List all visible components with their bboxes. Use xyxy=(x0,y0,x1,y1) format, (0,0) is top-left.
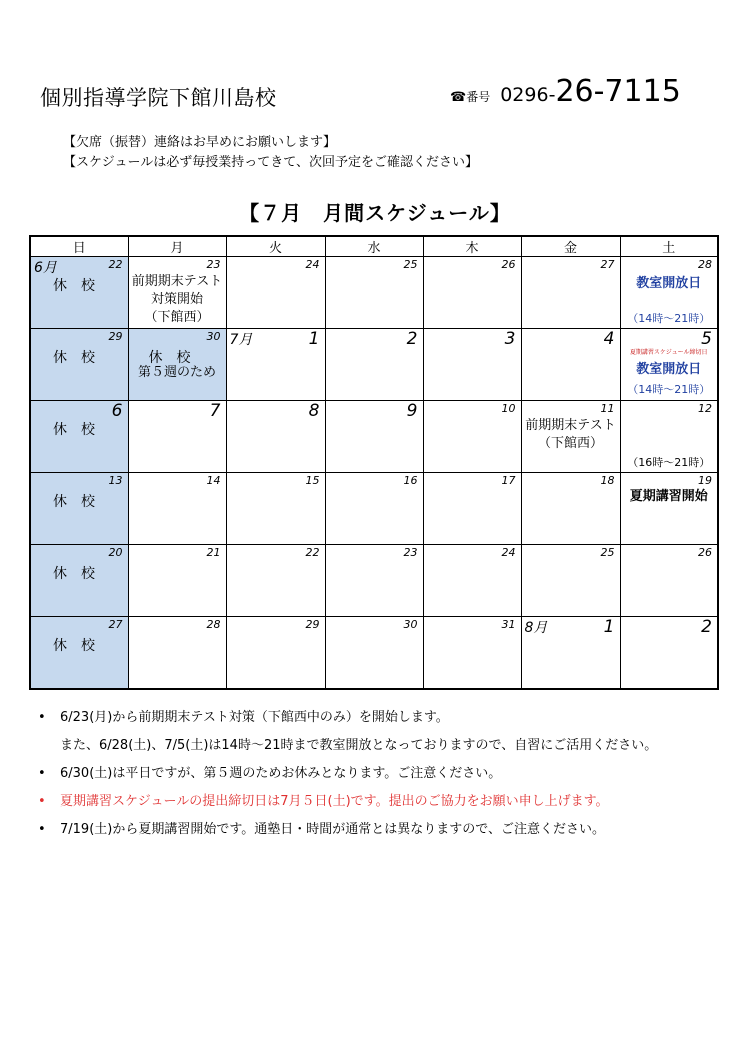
day-number: 21 xyxy=(206,546,221,559)
notice-list xyxy=(38,704,657,844)
day-number: 8 xyxy=(308,401,320,421)
day-cell xyxy=(128,257,226,329)
day-cell xyxy=(30,617,128,690)
notice-item: • 7/19(土)から夏期講習開始です。通塾日・時間が通常とは異なりますので、ご注意ください。 xyxy=(38,816,657,844)
day-cell xyxy=(128,545,226,617)
day-number: 28 xyxy=(206,618,221,631)
day-cell xyxy=(325,401,423,473)
notice-item-deadline: • 夏期講習スケジュールの提出締切日は7月５日(土)です。提出のご協力をお願い申し上げます。 xyxy=(38,788,657,816)
month-marker: 7月 xyxy=(229,332,253,348)
weekday-thu: 木 xyxy=(423,236,521,257)
day-cell xyxy=(226,401,325,473)
day-cell xyxy=(226,617,325,690)
day-cell xyxy=(423,257,521,329)
day-cell xyxy=(226,329,325,401)
day-number: 22 xyxy=(108,258,123,271)
day-cell xyxy=(521,401,620,473)
day-cell xyxy=(325,545,423,617)
day-cell xyxy=(128,401,226,473)
event-open-classroom: 教室開放日 xyxy=(636,362,702,377)
day-number: 26 xyxy=(698,546,712,559)
day-cell xyxy=(30,257,128,329)
weekday-fri: 金 xyxy=(521,236,620,257)
day-number: 4 xyxy=(603,329,615,349)
closed-label: 休校 xyxy=(53,422,109,438)
day-cell xyxy=(620,617,718,690)
week-row xyxy=(30,401,718,473)
phone-number xyxy=(450,74,681,109)
day-number: 23 xyxy=(403,546,418,559)
day-number: 27 xyxy=(600,258,615,271)
day-number: 20 xyxy=(108,546,123,559)
closed-reason: 第５週のため xyxy=(137,365,216,380)
day-number: 13 xyxy=(108,474,123,487)
day-cell xyxy=(620,329,718,401)
day-number: 28 xyxy=(698,258,712,271)
day-cell xyxy=(325,257,423,329)
weekday-mon: 月 xyxy=(128,236,226,257)
day-number: 2 xyxy=(406,329,418,349)
month-marker: 6月 xyxy=(34,260,57,276)
day-number: 31 xyxy=(501,618,516,631)
day-number: 29 xyxy=(305,618,320,631)
day-number: 27 xyxy=(108,618,123,631)
day-cell xyxy=(30,545,128,617)
day-number: 1 xyxy=(308,329,320,349)
day-number: 23 xyxy=(206,258,221,271)
day-cell xyxy=(521,545,620,617)
day-cell xyxy=(226,473,325,545)
day-number: 2 xyxy=(701,617,712,637)
closed-label: 休校 xyxy=(53,278,109,294)
day-cell xyxy=(128,329,226,401)
day-number: 29 xyxy=(108,330,123,343)
closed-label: 休校 xyxy=(53,350,109,366)
day-cell xyxy=(30,401,128,473)
weekday-header-row xyxy=(30,236,718,257)
weekday-wed: 水 xyxy=(325,236,423,257)
day-number: 5 xyxy=(701,329,712,349)
event-line: （下館西） xyxy=(537,436,603,451)
event-line: （下館西） xyxy=(144,310,210,325)
day-cell xyxy=(423,545,521,617)
day-number: 25 xyxy=(600,546,615,559)
notice-item: • 6/30(土)は平日ですが、第５週のためお休みとなります。ご注意ください。 xyxy=(38,760,657,788)
page-title: 【７月 月間スケジュール】 xyxy=(239,201,511,225)
event-summer-course: 夏期講習開始 xyxy=(629,489,708,504)
day-number: 25 xyxy=(403,258,418,271)
week-row xyxy=(30,617,718,690)
event-hours: （14時～21時） xyxy=(627,312,711,325)
closed-label: 休校 xyxy=(148,350,205,366)
event-line: 対策開始 xyxy=(150,292,203,307)
day-number: 22 xyxy=(305,546,320,559)
day-cell xyxy=(620,401,718,473)
week-row xyxy=(30,545,718,617)
phone-area-code: 0296- xyxy=(500,84,556,106)
note-absence: 【欠席（振替）連絡はお早めにお願いします】 xyxy=(63,135,337,150)
deadline-note: 夏期講習スケジュール締切日 xyxy=(629,349,708,356)
closed-label: 休校 xyxy=(53,638,109,654)
week-row xyxy=(30,473,718,545)
phone-main-number: 26-7115 xyxy=(555,74,681,109)
day-cell xyxy=(521,257,620,329)
notice-item xyxy=(38,704,657,760)
day-number: 24 xyxy=(501,546,516,559)
day-number: 30 xyxy=(403,618,418,631)
school-name: 個別指導学院下館川島校 xyxy=(40,86,277,110)
day-number: 26 xyxy=(501,258,516,271)
notice-text: また、6/28(土)、7/5(土)は14時～21時まで教室開放となっておりますので、自習にご活用ください。 xyxy=(60,738,658,753)
event-line: 前期期末テスト xyxy=(525,418,616,433)
day-cell xyxy=(226,257,325,329)
day-cell xyxy=(30,329,128,401)
day-number: 10 xyxy=(501,402,516,415)
day-cell xyxy=(423,617,521,690)
weekday-tue: 火 xyxy=(226,236,325,257)
day-number: 12 xyxy=(698,402,712,415)
day-number: 18 xyxy=(600,474,615,487)
calendar-table xyxy=(29,235,719,690)
day-number: 6 xyxy=(111,401,123,421)
event-hours: （16時～21時） xyxy=(627,456,711,469)
day-cell xyxy=(325,617,423,690)
week-row xyxy=(30,329,718,401)
day-cell xyxy=(325,473,423,545)
day-cell xyxy=(423,473,521,545)
event-final-test xyxy=(522,417,620,453)
day-number: 24 xyxy=(305,258,320,271)
day-number: 16 xyxy=(403,474,418,487)
telephone-icon: ☎ xyxy=(450,90,467,105)
day-cell xyxy=(521,329,620,401)
note-schedule: 【スケジュールは必ず毎授業持ってきて、次回予定をご確認ください】 xyxy=(63,155,478,170)
day-cell xyxy=(620,545,718,617)
event-open-classroom: 教室開放日 xyxy=(636,276,702,291)
month-marker: 8月 xyxy=(524,620,548,636)
day-cell xyxy=(128,473,226,545)
day-number: 11 xyxy=(600,402,615,415)
day-cell xyxy=(226,545,325,617)
day-number: 30 xyxy=(206,330,221,343)
closed-label: 休校 xyxy=(53,494,109,510)
day-number: 14 xyxy=(206,474,221,487)
phone-label: 番号 xyxy=(466,90,491,104)
event-line: 前期期末テスト xyxy=(131,274,223,289)
week-row xyxy=(30,257,718,329)
day-cell xyxy=(423,401,521,473)
day-number: 17 xyxy=(501,474,516,487)
notes xyxy=(63,133,478,173)
day-cell xyxy=(521,473,620,545)
notice-text: • 6/23(月)から前期期末テスト対策（下館西中のみ）を開始します。 xyxy=(60,710,449,725)
day-number: 15 xyxy=(305,474,320,487)
closed-label: 休校 xyxy=(53,566,109,582)
day-cell xyxy=(30,473,128,545)
day-number: 1 xyxy=(603,617,615,637)
day-number: 19 xyxy=(698,474,712,487)
weekday-sun: 日 xyxy=(30,236,128,257)
day-number: 7 xyxy=(209,401,221,421)
event-test-prep xyxy=(129,273,226,327)
day-cell xyxy=(423,329,521,401)
day-number: 9 xyxy=(406,401,418,421)
day-number: 3 xyxy=(504,329,516,349)
day-cell xyxy=(128,617,226,690)
day-cell xyxy=(521,617,620,690)
day-cell xyxy=(620,473,718,545)
day-cell xyxy=(620,257,718,329)
day-cell xyxy=(325,329,423,401)
weekday-sat: 土 xyxy=(620,236,718,257)
event-hours: （14時～21時） xyxy=(627,383,711,396)
